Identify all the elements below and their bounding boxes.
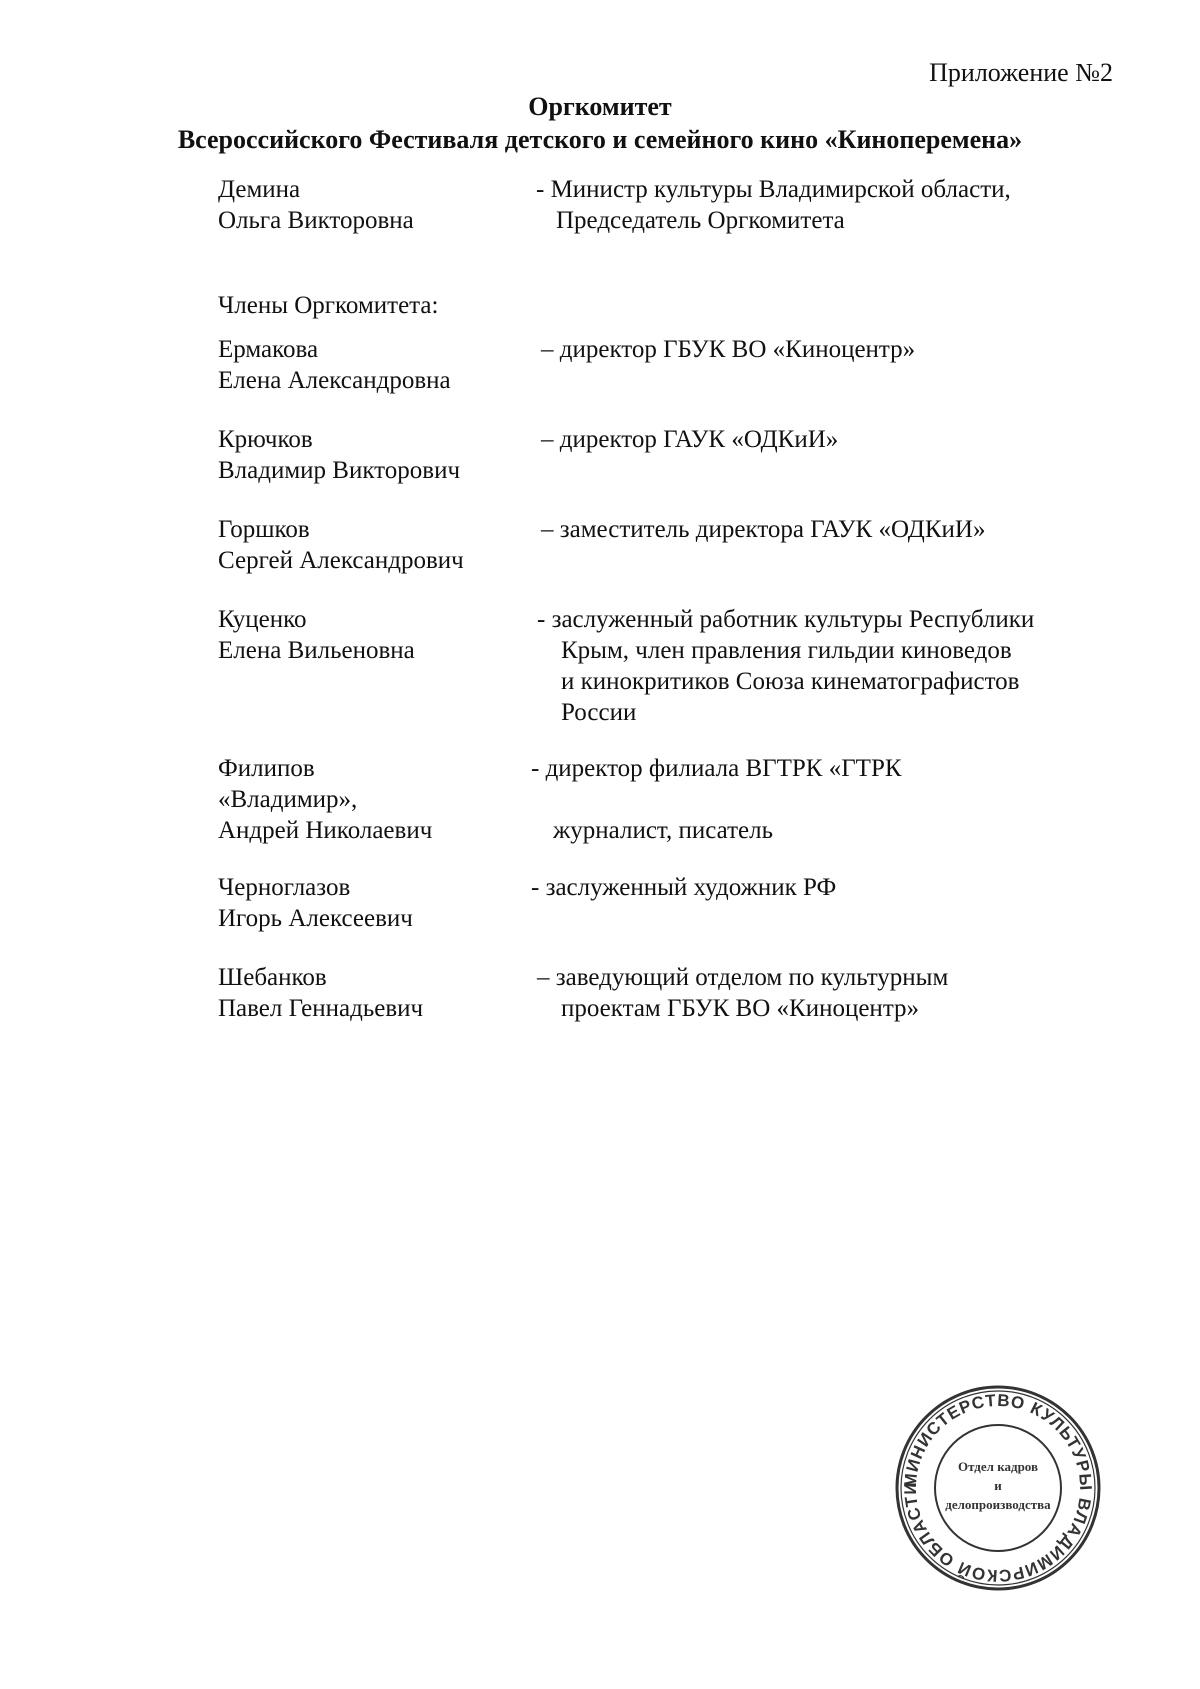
member-role-continued: и кинокритиков Союза кинематографистов (561, 668, 1020, 695)
member-given-name: Павел Геннадьевич (218, 995, 424, 1022)
member-surname: Горшков (218, 516, 310, 543)
member-surname: Шебанков (218, 964, 327, 991)
member-surname: Крючков (218, 426, 313, 453)
member-role: – заведующий отделом по культурным (537, 964, 949, 991)
member-surname: Черноглазов (218, 874, 351, 901)
member-surname: Ермакова (218, 336, 319, 363)
members-heading: Члены Оргкомитета: (218, 292, 439, 319)
member-role-continued: Крым, член правления гильдии киноведов (561, 637, 1012, 664)
chair-given-name: Ольга Викторовна (218, 207, 414, 234)
member-role: – директор ГБУК ВО «Киноцентр» (541, 336, 916, 363)
chair-surname: Демина (218, 176, 301, 203)
member-role: – директор ГАУК «ОДКиИ» (541, 426, 839, 453)
member-role-continued: журналист, писатель (553, 817, 773, 844)
member-given-name: Игорь Алексеевич (218, 905, 413, 932)
member-role: - заслуженный художник РФ (531, 874, 837, 901)
stamp-inner-line: Отдел кадров (957, 1459, 1039, 1474)
member-role-continued: России (561, 699, 637, 726)
page-title: Оргкомитет (528, 92, 672, 121)
member-role-continued: проектам ГБУК ВО «Киноцентр» (561, 995, 920, 1022)
member-given-name: Елена Александровна (218, 367, 451, 394)
page-subtitle: Всероссийского Фестиваля детского и семейного кино «Киноперемена» (177, 125, 1023, 154)
member-given-name: Елена Вильеновна (218, 637, 415, 664)
member-surname: Куценко (218, 606, 307, 633)
member-role: - заслуженный работник культуры Республики (537, 606, 1035, 633)
member-given-name: «Владимир», (218, 786, 358, 813)
member-role: - директор филиала ВГТРК «ГТРК (531, 755, 902, 782)
chair-role: - Министр культуры Владимирской области, (536, 176, 1011, 203)
chair-role-continued: Председатель Оргкомитета (556, 207, 845, 234)
stamp-inner-line: и (994, 1478, 1002, 1493)
official-stamp (893, 1383, 1103, 1593)
member-role: – заместитель директора ГАУК «ОДКиИ» (541, 516, 986, 543)
member-given-name: Владимир Викторович (218, 457, 461, 484)
member-given-name: Сергей Александрович (218, 547, 464, 574)
member-given-name: Андрей Николаевич (218, 817, 433, 844)
appendix-label: Приложение №2 (929, 58, 1113, 87)
stamp-outer-text: МИНИСТЕРСТВО КУЛЬТУРЫ ВЛАДИМИРСКОЙ ОБЛАСТИ (900, 1390, 1096, 1586)
member-surname: Филипов (218, 755, 315, 782)
stamp-inner-line: делопроизводства (945, 1497, 1051, 1512)
